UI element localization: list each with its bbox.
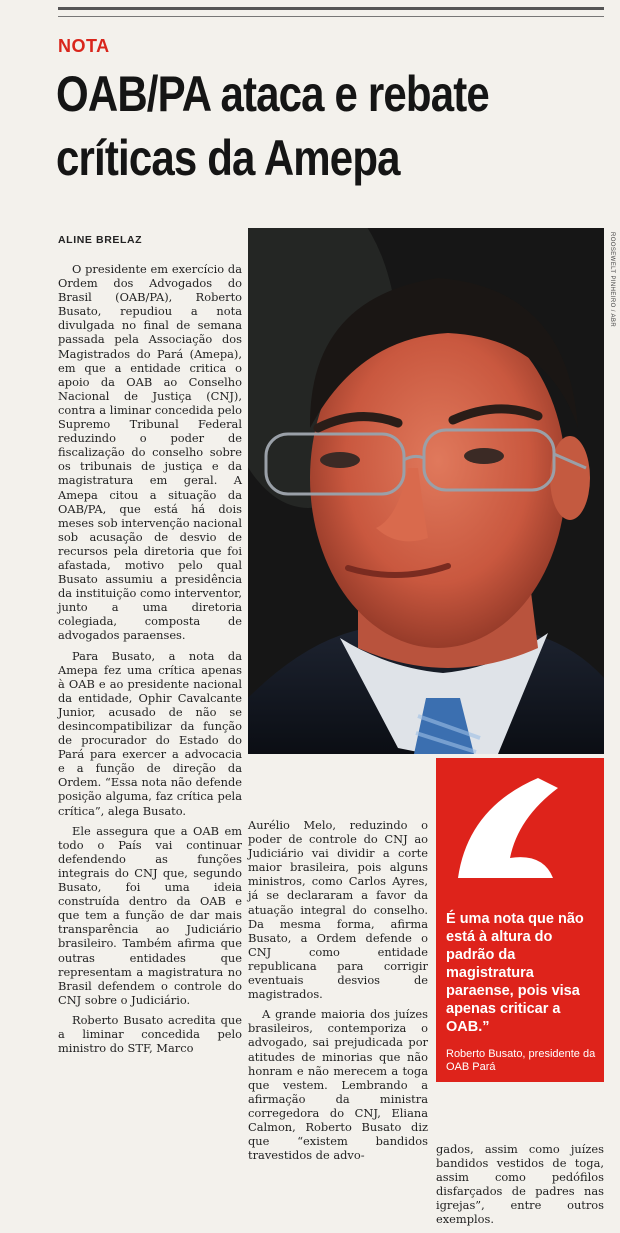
article-column-3: [436, 1142, 604, 1233]
photo-credit: ROOSEWELT PINHEIRO / ABR: [609, 232, 615, 328]
byline: ALINE BRELAZ: [58, 234, 143, 246]
paragraph: Aurélio Melo, reduzindo o poder de controle do CNJ ao Judiciário vai dividir a corte maior brasileira, pois alguns ministros, como Carlos Ayres, já se declararam a favor da atuação integral do conselho. Da mesma forma, afirma Busato, a Ordem defende o CNJ como entidade republicana para corrigir eventuais desvios de magistrados.: [248, 818, 428, 1002]
section-kicker: NOTA: [58, 36, 110, 56]
quote-mark-icon: [448, 768, 598, 888]
top-rule: [58, 7, 604, 17]
headline-line-1: OAB/PA ataca e rebate: [56, 66, 489, 122]
portrait-illustration: [248, 228, 604, 754]
paragraph: gados, assim como juízes bandidos vestidos de toga, assim como pedófilos disfarçados de padres nas igrejas”, entre outros exemplos.: [436, 1142, 604, 1227]
paragraph: A grande maioria dos juízes brasileiros, contemporiza o advogado, sai prejudicada por atitudes de minorias que não honram e não merecem a toga que vestem. Lembrando a afirmação da ministra corregedora do CNJ, Eliana Calmon, Roberto Busato diz que “existem bandidos travestidos de advo-: [248, 1007, 428, 1163]
pullquote-text: É uma nota que não está à altura do padrão da magistratura paraense, pois visa apenas criticar a OAB.”: [446, 911, 584, 1035]
paragraph: Ele assegura que a OAB em todo o País vai continuar defendendo as funções integrais do CNJ que, segundo Busato, foi uma ideia construída dentro da OAB e que tem a função de dar mais transparência ao Judiciário brasileiro. Também afirma que outras entidades que representam a magistratura no Brasil defendem o controle do CNJ sobre o Judiciário.: [58, 823, 242, 1007]
pullquote-attribution: Roberto Busato, presidente da OAB Pará: [446, 1048, 596, 1073]
portrait-photo: [248, 228, 604, 754]
headline: [56, 62, 526, 190]
headline-line-2: críticas da Amepa: [56, 130, 400, 186]
paragraph: Roberto Busato acredita que a liminar concedida pelo ministro do STF, Marco: [58, 1012, 242, 1056]
article-column-2: [248, 818, 428, 1168]
article-column-1: [58, 262, 242, 1061]
paragraph: O presidente em exercício da Ordem dos Advogados do Brasil (OAB/PA), Roberto Busato, repudiou a nota divulgada no final de semana passada pela Associação dos Magistrados do Pará (Amepa), em que a entidade critica o apoio da OAB ao Conselho Nacional de Justiça (CNJ), contra a liminar concedida pelo Supremo Tribunal Federal reduzindo o poder de fiscalização do conselho sobre os tribunais de justiça e da magistratura em geral. A Amepa citou a situação da OAB/PA, que está há dois meses sob intervenção nacional sob acusação de desvio de recursos pela diretoria que foi afastada, motivo pelo qual Busato assumiu a presidência da instituição como interventor, junto a uma diretoria colegiada, composta de advogados paraenses.: [58, 262, 242, 643]
paragraph: Para Busato, a nota da Amepa fez uma crítica apenas à OAB e ao presidente nacional da entidade, Ophir Cavalcante Junior, acusado de não se desincompatibilizar da função de procurador do Estado do Pará para exercer a advocacia e a função de direção da Ordem. “Essa nota não defende posição alguma, faz crítica pela crítica”, alega Busato.: [58, 648, 242, 818]
